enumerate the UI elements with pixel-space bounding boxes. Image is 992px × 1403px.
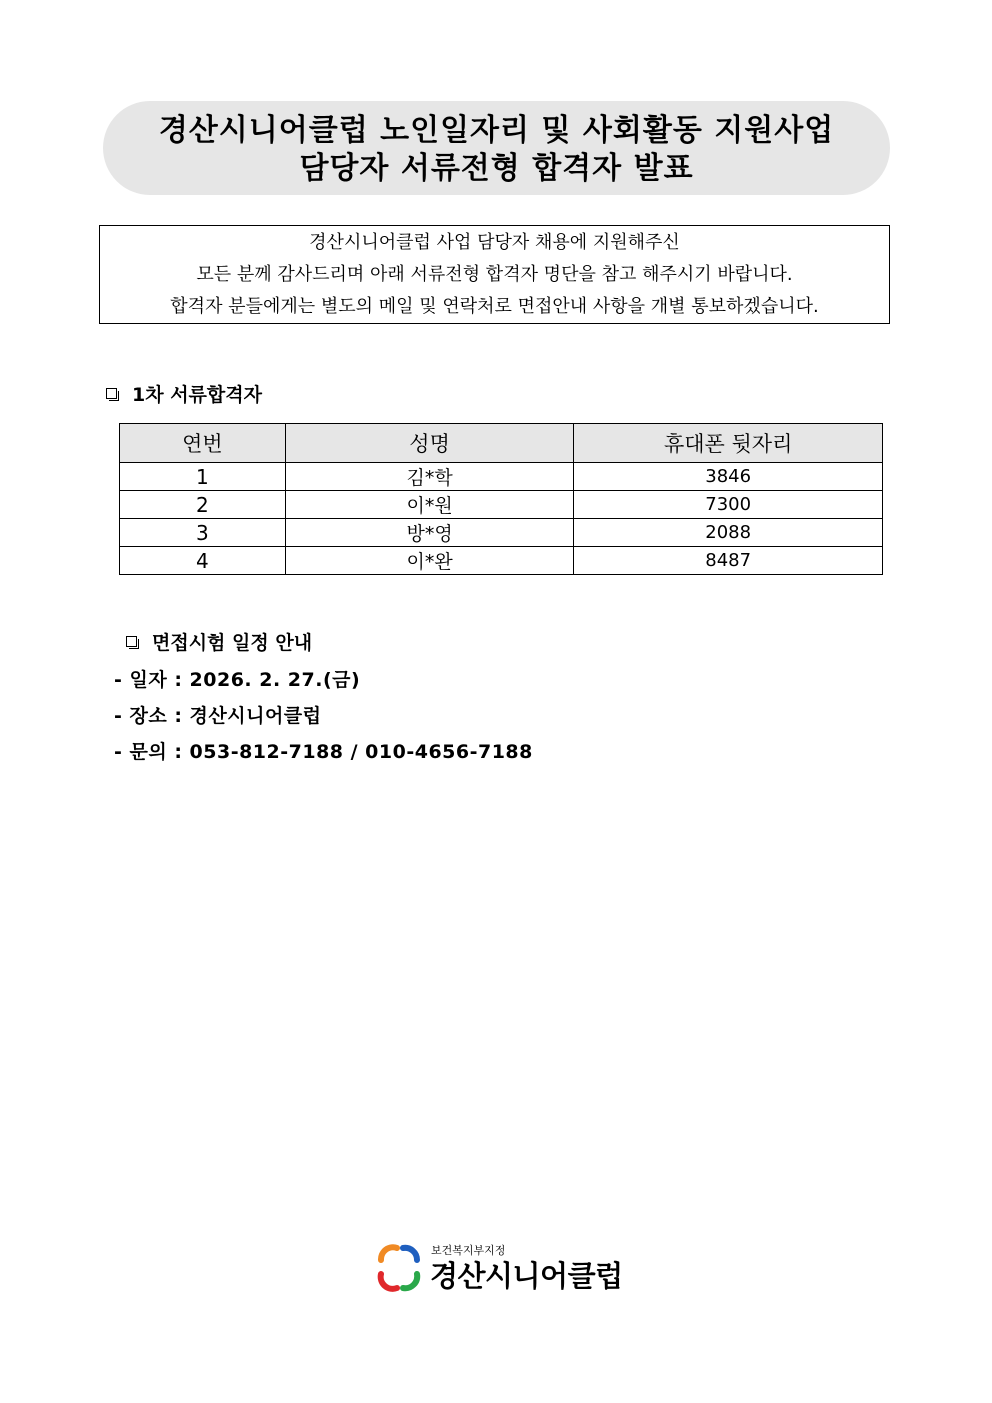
title-banner (103, 101, 890, 195)
cell-name: 방*영 (285, 519, 574, 547)
logo-ring-red (381, 1274, 397, 1289)
logo-emblem-icon (373, 1240, 429, 1296)
cell-phone: 2088 (574, 519, 883, 547)
header-phone: 휴대폰 뒷자리 (574, 424, 883, 463)
organization-logo (373, 1240, 623, 1300)
cell-name: 이*완 (285, 547, 574, 575)
section-heading-interview (126, 628, 312, 655)
table-row (120, 547, 883, 575)
table-row (120, 519, 883, 547)
cell-name: 이*원 (285, 491, 574, 519)
section-heading-passers (106, 380, 262, 407)
table-row (120, 491, 883, 519)
table-row (120, 463, 883, 491)
logo-subtitle: 보건복지부지정 (431, 1244, 506, 1257)
cell-name: 김*학 (285, 463, 574, 491)
logo-ring-orange (381, 1247, 397, 1260)
passers-table (119, 423, 883, 575)
cell-number: 1 (120, 463, 286, 491)
cell-phone: 8487 (574, 547, 883, 575)
notice-line-3: 합격자 분들에게는 별도의 메일 및 연락처로 면접안내 사항을 개별 통보하겠습니다. (170, 296, 819, 317)
cell-phone: 3846 (574, 463, 883, 491)
logo-name: 경산시니어클럽 (430, 1259, 623, 1293)
header-number: 연번 (120, 424, 286, 463)
notice-line-2: 모든 분께 감사드리며 아래 서류전형 합격자 명단을 참고 해주시기 바랍니다. (196, 264, 793, 285)
title-line-2: 담당자 서류전형 합격자 발표 (299, 151, 694, 186)
checkbox-bullet-icon (126, 636, 137, 647)
table-header-row (120, 424, 883, 463)
checkbox-bullet-icon (106, 388, 117, 399)
title-line-1: 경산시니어클럽 노인일자리 및 사회활동 지원사업 (158, 113, 835, 148)
notice-box (99, 225, 890, 324)
notice-line-1: 경산시니어클럽 사업 담당자 채용에 지원해주신 (309, 232, 680, 253)
section-heading-text: 1차 서류합격자 (132, 384, 262, 406)
cell-number: 3 (120, 519, 286, 547)
interview-date: - 일자 : 2026. 2. 27.(금) (114, 669, 361, 691)
interview-place: - 장소 : 경산시니어클럽 (114, 705, 322, 727)
header-name: 성명 (285, 424, 574, 463)
cell-number: 2 (120, 491, 286, 519)
interview-contact: - 문의 : 053-812-7188 / 010-4656-7188 (114, 741, 533, 763)
cell-phone: 7300 (574, 491, 883, 519)
logo-ring-green (403, 1274, 417, 1288)
section-heading-text: 면접시험 일정 안내 (152, 632, 313, 654)
cell-number: 4 (120, 547, 286, 575)
logo-ring-blue (403, 1248, 417, 1260)
